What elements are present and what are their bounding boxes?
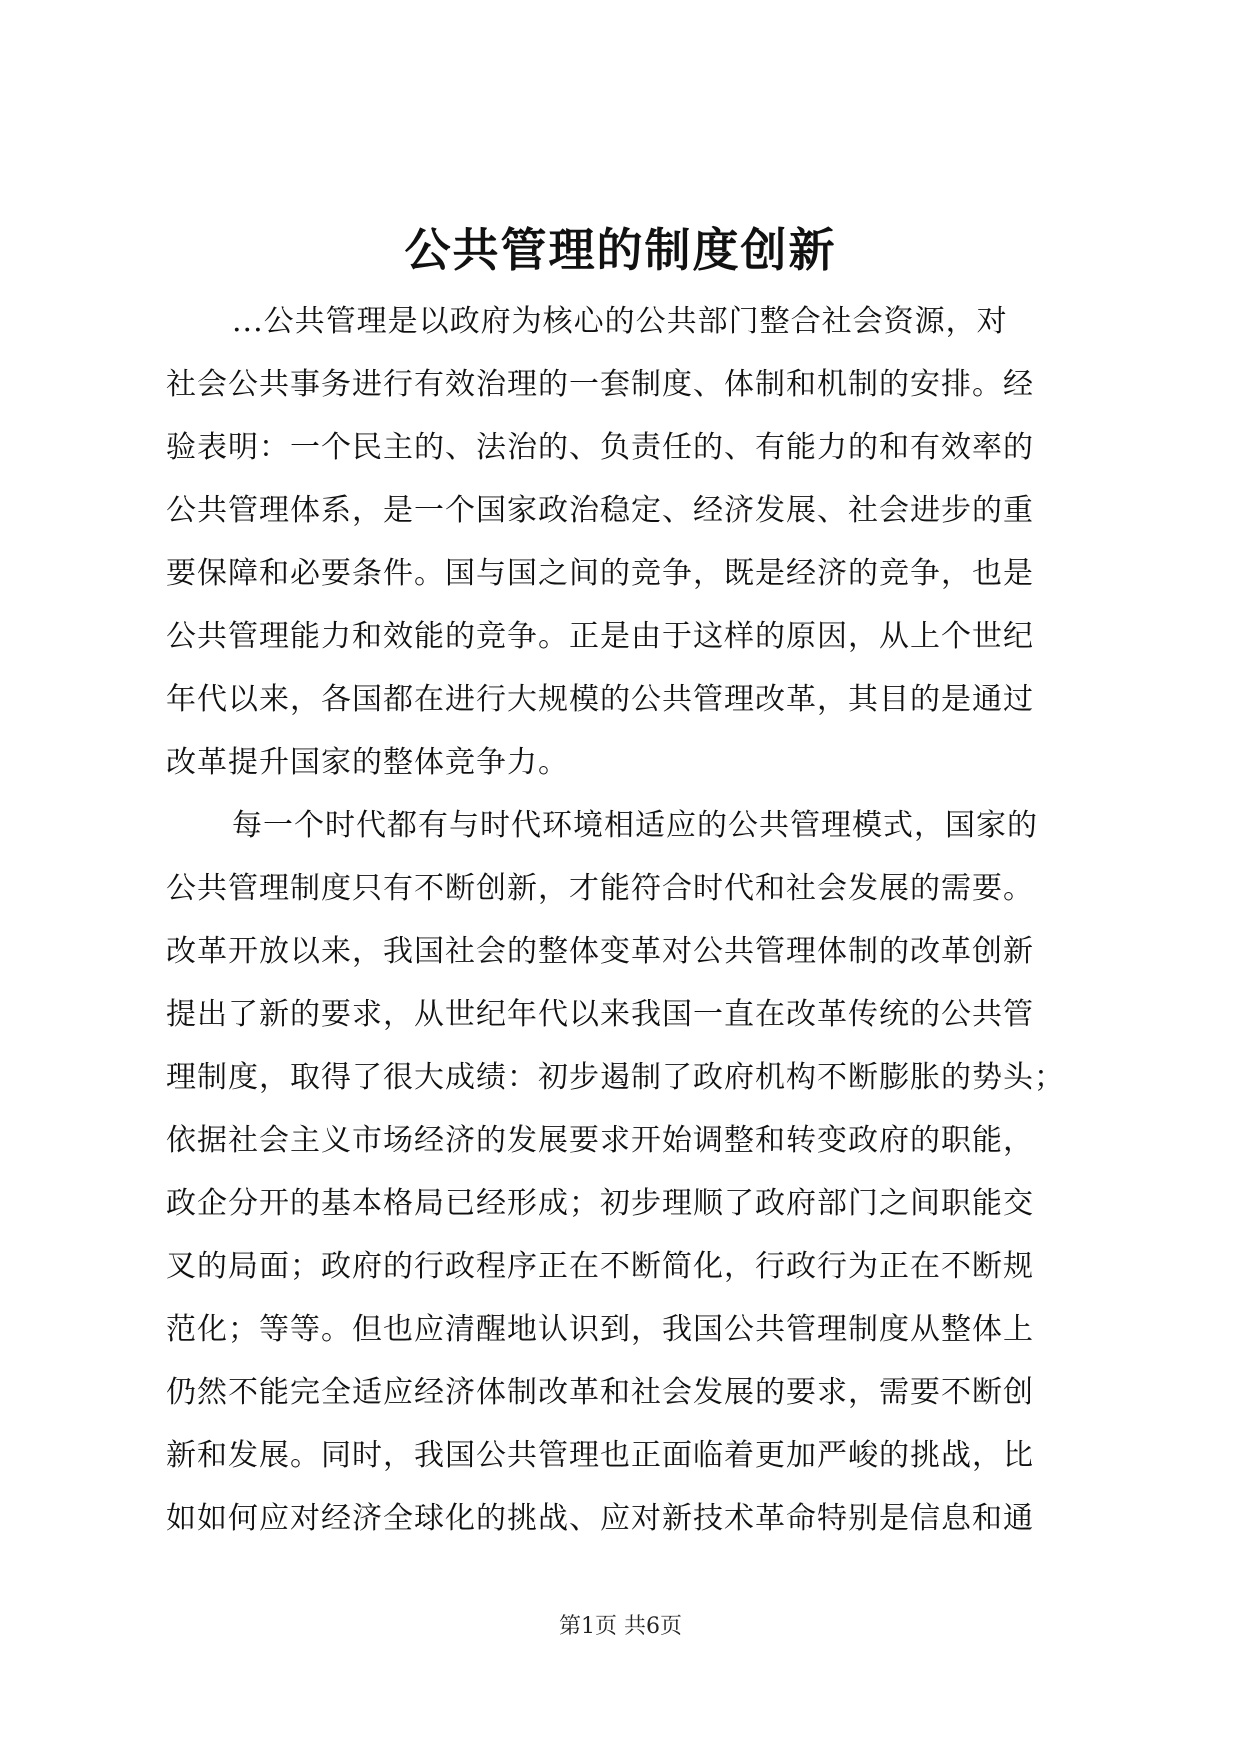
paragraph-line: ...公共管理是以政府为核心的公共部门整合社会资源，对 — [232, 304, 1008, 339]
document-body — [166, 290, 1081, 1550]
paragraph-line: 改革提升国家的整体竞争力。 — [166, 745, 569, 780]
paragraph-line: 范化；等等。但也应清醒地认识到，我国公共管理制度从整体上 — [166, 1312, 1034, 1347]
document-title: 公共管理的制度创新 — [404, 223, 837, 277]
paragraph-line: 社会公共事务进行有效治理的一套制度、体制和机制的安排。经 — [166, 367, 1034, 402]
paragraph-line: 叉的局面；政府的行政程序正在不断简化，行政行为正在不断规 — [166, 1249, 1034, 1284]
paragraph-line: 依据社会主义市场经济的发展要求开始调整和转变政府的职能， — [166, 1123, 1034, 1158]
paragraph-line: 每一个时代都有与时代环境相适应的公共管理模式，国家的 — [232, 808, 1038, 843]
paragraph-1 — [166, 290, 1081, 794]
paragraph-line: 政企分开的基本格局已经形成；初步理顺了政府部门之间职能交 — [166, 1186, 1034, 1221]
paragraph-line: 提出了新的要求，从世纪年代以来我国一直在改革传统的公共管 — [166, 997, 1034, 1032]
paragraph-line: 公共管理制度只有不断创新，才能符合时代和社会发展的需要。 — [166, 871, 1034, 906]
paragraph-line: 验表明：一个民主的、法治的、负责任的、有能力的和有效率的 — [166, 430, 1034, 465]
paragraph-line: 年代以来，各国都在进行大规模的公共管理改革，其目的是通过 — [166, 682, 1034, 717]
paragraph-2 — [166, 794, 1081, 1550]
paragraph-line: 新和发展。同时，我国公共管理也正面临着更加严峻的挑战，比 — [166, 1438, 1034, 1473]
paragraph-line: 公共管理体系，是一个国家政治稳定、经济发展、社会进步的重 — [166, 493, 1034, 528]
paragraph-line: 公共管理能力和效能的竞争。正是由于这样的原因，从上个世纪 — [166, 619, 1034, 654]
paragraph-line: 改革开放以来，我国社会的整体变革对公共管理体制的改革创新 — [166, 934, 1034, 969]
paragraph-line: 要保障和必要条件。国与国之间的竞争，既是经济的竞争，也是 — [166, 556, 1034, 591]
paragraph-line: 仍然不能完全适应经济体制改革和社会发展的要求，需要不断创 — [166, 1375, 1034, 1410]
paragraph-line: 理制度，取得了很大成绩：初步遏制了政府机构不断膨胀的势头； — [166, 1060, 1065, 1095]
page-number-footer: 第1页 共6页 — [559, 1614, 682, 1639]
paragraph-line: 如如何应对经济全球化的挑战、应对新技术革命特别是信息和通 — [166, 1501, 1034, 1536]
